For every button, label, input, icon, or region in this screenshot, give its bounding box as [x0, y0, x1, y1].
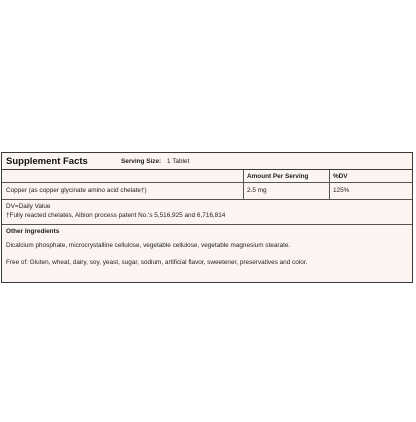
serving-size-value: 1 Tablet: [167, 158, 190, 165]
other-ingredients-row: [2, 225, 412, 282]
panel-title: Supplement Facts: [6, 156, 88, 167]
nutrient-name: Copper (as copper glycinate amino acid chelate†): [6, 187, 147, 194]
other-ingredients-title: Other Ingredients: [6, 228, 60, 235]
amount-column-header: Amount Per Serving: [247, 173, 309, 180]
nutrient-dv: 125%: [333, 187, 350, 194]
serving-size-label: Serving Size:: [121, 158, 162, 165]
chelate-footnote: †Fully reacted chelates, Albion process patent No.'s 5,516,925 and 6,716,814: [6, 212, 226, 219]
column-divider: [329, 170, 330, 200]
dv-column-header: %DV: [333, 173, 348, 180]
column-header-row: [2, 170, 412, 183]
column-divider: [243, 170, 244, 200]
free-of-statement: Free of: Gluten, wheat, dairy, soy, yeast, sugar, sodium, artificial flavor, sweetener, preservatives and color.: [6, 259, 308, 266]
dv-footnote: DV=Daily Value: [6, 203, 51, 210]
other-ingredients-list: Dicalcium phosphate, microcrystalline cellulose, vegetable cellulose, vegetable magnesium stearate.: [6, 242, 291, 249]
supplement-facts-panel: [1, 152, 413, 283]
nutrient-amount: 2.5 mg: [247, 187, 267, 194]
